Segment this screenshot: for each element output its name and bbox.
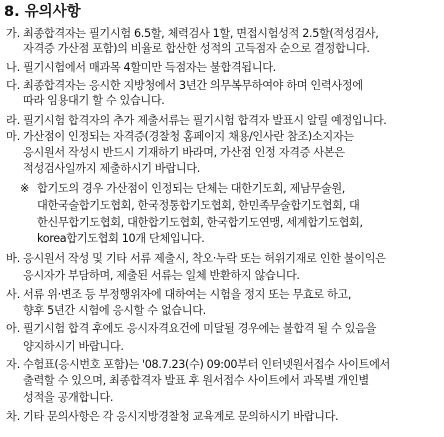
item-marker: 자. <box>6 358 21 371</box>
item-line: 출력할 수 있으며, 최종합격자 발표 후 원서접수 사이트에서 과목별 개인별 <box>23 374 369 387</box>
note-line: 합기도의 경우 가산점이 인정되는 단체는 대한기도회, 제남무술원, <box>37 182 345 195</box>
item-line: 수험표(응시번호 포함)는 '08.7.23(수) 09:00부터 인터넷원서접수 사이트에서 <box>23 358 390 371</box>
item-line: 서류 위·변조 등 부정행위자에 대하여는 시험을 정지 또는 무효로 하고, <box>23 288 352 301</box>
item-marker: ※ <box>20 182 30 195</box>
item-line: 적성검사일까지 제출하시기 바랍니다. <box>23 162 200 175</box>
item-marker: 차. <box>6 410 21 423</box>
item-line: 기타 문의사항은 각 응시지방경찰청 교육계로 문의하시기 바랍니다. <box>23 410 339 423</box>
item-line: 필기시험 합격자의 추가 제출서류는 필기시험 합격자 발표시 알릴 예정입니다. <box>23 114 387 127</box>
item-line: 최종합격자는 응시한 지방청에서 3년간 의무복무하여야 하며 인력사정에 <box>23 79 363 92</box>
item-marker: 다. <box>6 79 21 92</box>
item-line: 응시자가 부담하며, 제출된 서류는 일체 반환하지 않습니다. <box>23 269 300 282</box>
note-line: 대한국술합기도협회, 한국정통합기도협회, 한민족무술합기도협회, 대 <box>37 199 360 212</box>
item-line: 필기시험 합격 후에도 응시자격요건에 미달될 경우에는 불합격 될 수 있음을 <box>23 322 377 335</box>
item-marker: 마. <box>6 130 21 143</box>
item-line: 최종합격자는 필기시험 6.5할, 체력검사 1할, 면접시험성적 2.5할(적성검사, <box>23 27 379 40</box>
item-line: 필기시험에서 매과목 4할미만 득점자는 불합격됩니다. <box>23 61 276 74</box>
item-line: 따라 임용대기 할 수 있습니다. <box>23 94 165 107</box>
item-marker: 바. <box>6 252 21 265</box>
item-marker: 나. <box>6 61 21 74</box>
item-line: 응시원서 작성 및 기타 서류 제출시, 착오·누락 또는 허위기재로 인한 불이익은 <box>23 252 386 265</box>
section-title: 8. 유의사항 <box>4 4 81 20</box>
item-marker: 라. <box>6 114 21 127</box>
item-line: 가산점이 인정되는 자격증(경찰청 홈페이지 채용/인사란 참조)소지자는 <box>23 130 354 143</box>
item-line: 양지하시기 바랍니다. <box>23 340 124 353</box>
item-line: 자격증 가산점 포함)의 비율로 합산한 성적의 고득점자 순으로 결정합니다. <box>23 42 370 55</box>
note-line: korea합기도협회 10개 단체입니다. <box>37 232 205 245</box>
item-line: 응시원서 작성시 반드시 기재하기 바라며, 가산점 인정 자격증 사본은 <box>23 146 345 159</box>
item-line: 성적을 공개합니다. <box>23 391 114 404</box>
item-marker: 가. <box>6 27 21 40</box>
item-line: 향후 5년간 시험에 응시할 수 없습니다. <box>23 304 206 317</box>
item-marker: 아. <box>6 322 21 335</box>
note-line: 한신무합기도협회, 대한합기도협회, 한국합기도연맹, 세계합기도협회, <box>37 216 363 229</box>
item-marker: 사. <box>6 288 21 301</box>
